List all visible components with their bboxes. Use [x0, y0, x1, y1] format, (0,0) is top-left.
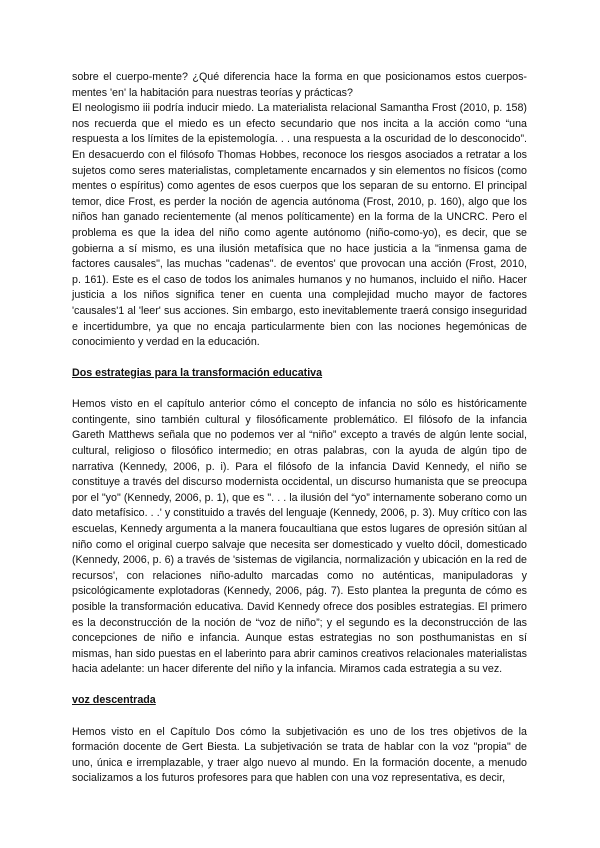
neologism-paragraph: El neologismo iii podría inducir miedo. La materialista relacional Samantha Frost (2010, p. 158) nos recuerda que el miedo es un efecto secundario que nos incita a la acción como “una respuesta a los límites de la epistemología. . . una respuesta a la oscuridad de lo desconocido”. En desacuerdo con el filósofo Thomas Hobbes, reconoce los riesgos asociados a retratar a los sujetos como seres materialistas, completamente encarnados y sin elementos no físicos (como mentes o espíritus) como agentes de esos cuerpos que los separan de su entorno. El principal temor, dice Frost, es perder la noción de agencia autónoma (Frost, 2010, p. 160), algo que los niños han ganado recientemente (al menos políticamente) en la forma de la UNCRC. Pero el problema es que la idea del niño como agente autónomo (niño-como-yo), es decir, que se gobierna a sí mismo, es una ilusión metafísica que no hace justicia a la "inmensa gama de factores causales", las muchas "cadenas". de eventos' que provocan una acción (Frost, 2010, p. 161). Este es el caso de todos los animales humanos y no humanos, incluido el niño. Hacer justicia a los niños significa tener en cuenta una complejidad mucho mayor de factores 'causales'1 al 'leer' sus acciones. Sin embargo, esto inevitablemente traerá consigo inseguridad e incertidumbre, ya que no encaja particularmente bien con las nociones hegemónicas de conocimiento y verdad en la educación.	[72, 102, 527, 349]
document-page	[72, 70, 527, 787]
intro-paragraph-continued: sobre el cuerpo-mente? ¿Qué diferencia hace la forma en que posicionamos estos cuerpos-mentes 'en' la habitación para nuestras teorías y prácticas?	[72, 71, 527, 99]
section-heading-two-strategies: Dos estrategias para la transformación educativa	[72, 366, 323, 379]
decentered-voice-paragraph: Hemos visto en el Capítulo Dos cómo la subjetivación es uno de los tres objetivos de la formación docente de Gert Biesta. La subjetivación se trata de hablar con la voz "propia" de uno, única e irremplazable, y traer algo nuevo al mundo. En la formación docente, a menudo socializamos a los futuros profesores para que hablen con una voz representativa, es decir,	[72, 725, 527, 785]
section-heading-decentered-voice: voz descentrada	[72, 693, 156, 706]
two-strategies-paragraph: Hemos visto en el capítulo anterior cómo el concepto de infancia no sólo es históricamente contingente, sino también cultural y filosóficamente problemático. El filósofo de la infancia Gareth Matthews señala que no podemos ver al “niño” excepto a través de algún lente social, cultural, religioso o filosófico intermedio; en otras palabras, con la ayuda de algún tipo de narrativa (Kennedy, 2006, p. i). Para el filósofo de la infancia David Kennedy, el niño se constituye a través del discurso modernista occidental, un discurso humanista que se preocupa por el "yo" (Kennedy, 2006, p. 1), que es ". . . la ilusión del “yo” internamente soberano como un dato metafísico. . .' y constituido a través del lenguaje (Kennedy, 2006, p. 3). Muy crítico con las escuelas, Kennedy argumenta a la manera foucaultiana que estos lugares de opresión sitúan al niño como el original cuerpo salvaje que necesita ser domesticado y vuelto dócil, domesticado (Kennedy, 2006, p. 6) a través de 'sistemas de vigilancia, normalización y ubicación en la red de recursos', con relaciones niño-adulto marcadas como no auténticas, manipuladoras y psicológicamente explotadoras (Kennedy, 2006, pág. 7). Esto plantea la pregunta de cómo es posible la transformación educativa. David Kennedy ofrece dos posibles estrategias. El primero es la deconstrucción de la noción de “voz de niño”; y el segundo es la deconstrucción de las concepciones de niño e infancia. Aunque estas estrategias no son posthumanistas en sí mismas, han sido puestas en el laberinto para abrir caminos creativos relacionales materialistas hacia adelante: un hacer diferente del niño y la infancia. Miramos cada estrategia a su vez.	[72, 398, 527, 676]
